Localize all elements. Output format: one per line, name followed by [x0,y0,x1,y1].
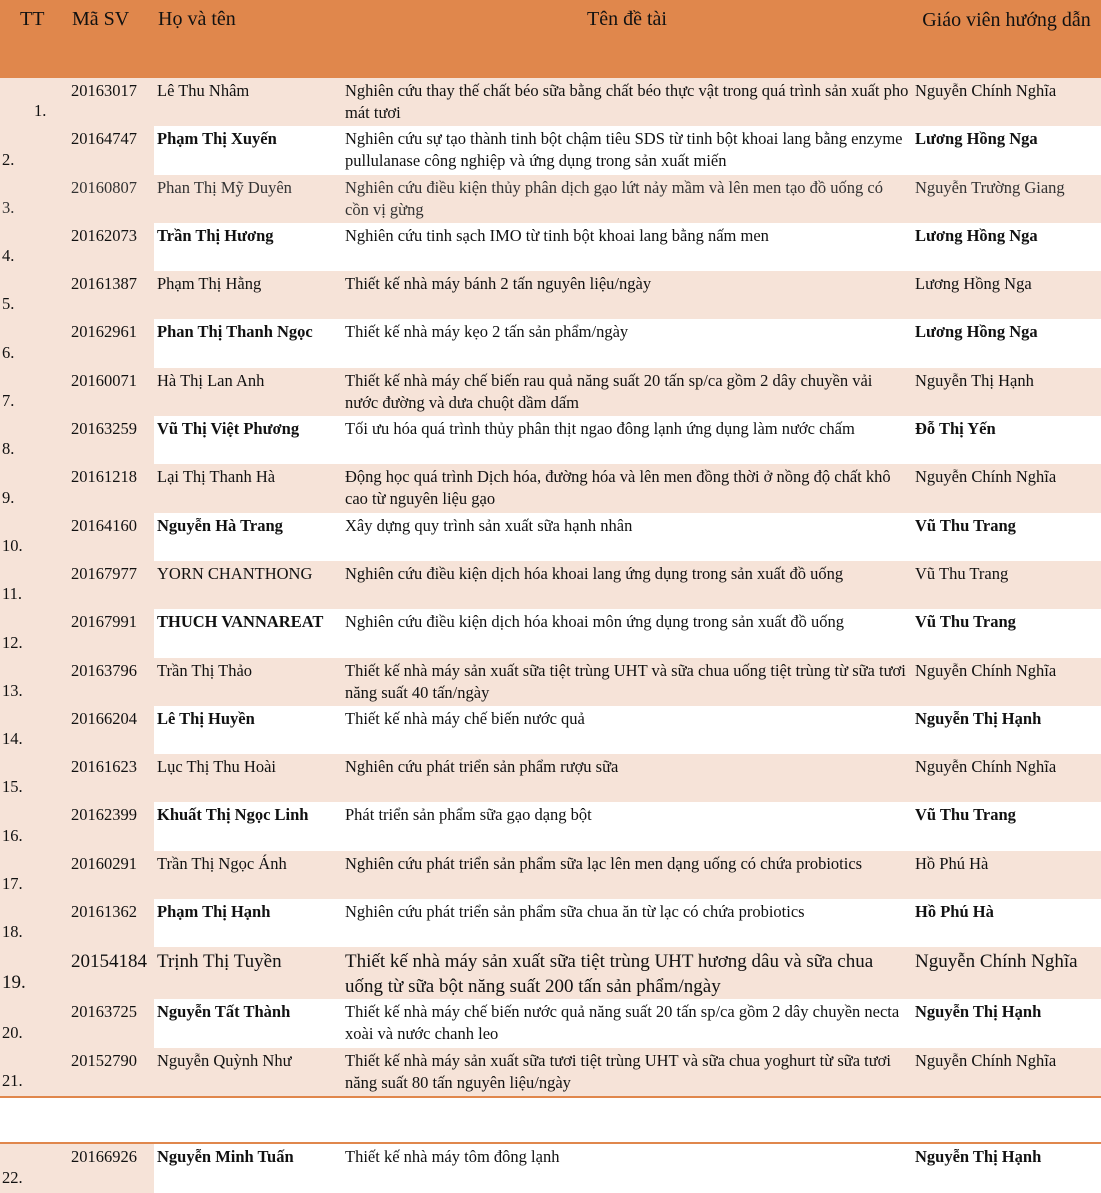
cell-ho-ten: Nguyễn Hà Trang [154,513,342,561]
cell-ho-ten: THUCH VANNAREAT [154,609,342,657]
cell-ho-ten: YORN CHANTHONG [154,561,342,609]
cell-ma-sv: 20162073 [68,223,154,271]
cell-giao-vien: Vũ Thu Trang [912,513,1101,561]
cell-ma-sv: 20167977 [68,561,154,609]
table-row [0,416,1101,464]
cell-giao-vien: Hồ Phú Hà [912,899,1101,947]
cell-giao-vien: Lương Hồng Nga [912,319,1101,367]
cell-de-tai: Thiết kế nhà máy chế biến rau quả năng suất 20 tấn sp/ca gồm 2 dây chuyền vải nước đường và dưa chuột dầm dấm [342,368,912,416]
cell-tt: 20. [0,999,68,1047]
cell-ho-ten: Phan Thị Mỹ Duyên [154,175,342,223]
cell-giao-vien: Nguyễn Chính Nghĩa [912,1048,1101,1096]
table-row [0,851,1101,899]
cell-ho-ten: Trần Thị Ngọc Ánh [154,851,342,899]
cell-tt: 9. [0,464,68,512]
cell-ma-sv: 20163796 [68,658,154,706]
cell-ma-sv: 20152790 [68,1048,154,1096]
cell-ho-ten: Hà Thị Lan Anh [154,368,342,416]
cell-giao-vien: Vũ Thu Trang [912,802,1101,850]
cell-giao-vien: Nguyễn Trường Giang [912,175,1101,223]
table-row [0,947,1101,999]
cell-ma-sv: 20154184 [68,947,154,999]
header-ho-ten: Họ và tên [154,0,342,78]
cell-ho-ten: Lê Thu Nhâm [154,78,342,126]
cell-ho-ten: Khuất Thị Ngọc Linh [154,802,342,850]
cell-tt: 10. [0,513,68,561]
cell-de-tai: Thiết kế nhà máy chế biến nước quả [342,706,912,754]
cell-ma-sv: 20162961 [68,319,154,367]
cell-giao-vien: Nguyễn Chính Nghĩa [912,754,1101,802]
cell-tt: 7. [0,368,68,416]
header-ten-de-tai: Tên đề tài [342,0,912,78]
header-giao-vien: Giáo viên hướng dẫn [912,0,1101,78]
cell-tt: 4. [0,223,68,271]
cell-giao-vien: Nguyễn Thị Hạnh [912,368,1101,416]
cell-de-tai: Thiết kế nhà máy bánh 2 tấn nguyên liệu/ngày [342,271,912,319]
row-separator [0,1096,1101,1144]
cell-ho-ten: Phạm Thị Hằng [154,271,342,319]
header-tt: TT [0,0,68,78]
cell-tt: 2. [0,126,68,174]
cell-de-tai: Nghiên cứu điều kiện dịch hóa khoai lang ứng dụng trong sản xuất đồ uống [342,561,912,609]
cell-giao-vien: Đỗ Thị Yến [912,416,1101,464]
cell-giao-vien: Vũ Thu Trang [912,609,1101,657]
cell-ma-sv: 20160807 [68,175,154,223]
cell-tt: 22. [0,1144,68,1192]
cell-giao-vien: Nguyễn Thị Hạnh [912,1144,1101,1192]
cell-ma-sv: 20166926 [68,1144,154,1192]
cell-de-tai: Nghiên cứu thay thế chất béo sữa bằng chất béo thực vật trong quá trình sản xuất pho mát tươi [342,78,912,126]
table-row [0,706,1101,754]
cell-ho-ten: Phạm Thị Hạnh [154,899,342,947]
cell-tt: 16. [0,802,68,850]
table-header-row [0,0,1101,78]
cell-tt: 6. [0,319,68,367]
cell-tt: 12. [0,609,68,657]
cell-ma-sv: 20164747 [68,126,154,174]
cell-de-tai: Động học quá trình Dịch hóa, đường hóa và lên men đồng thời ở nồng độ chất khô cao từ nguyên liệu gạo [342,464,912,512]
cell-ma-sv: 20162399 [68,802,154,850]
cell-ho-ten: Phạm Thị Xuyến [154,126,342,174]
cell-giao-vien: Nguyễn Thị Hạnh [912,706,1101,754]
cell-ma-sv: 20167991 [68,609,154,657]
table-row [0,223,1101,271]
cell-giao-vien: Lương Hồng Nga [912,223,1101,271]
cell-de-tai: Thiết kế nhà máy tôm đông lạnh [342,1144,912,1192]
cell-de-tai: Nghiên cứu phát triển sản phẩm sữa chua ăn từ lạc có chứa probiotics [342,899,912,947]
cell-ma-sv: 20161623 [68,754,154,802]
cell-ma-sv: 20161387 [68,271,154,319]
cell-tt: 14. [0,706,68,754]
separator-line [0,1096,1101,1144]
cell-ho-ten: Lục Thị Thu Hoài [154,754,342,802]
header-ma-sv: Mã SV [68,0,154,78]
cell-ho-ten: Phan Thị Thanh Ngọc [154,319,342,367]
cell-ma-sv: 20161218 [68,464,154,512]
cell-ma-sv: 20164160 [68,513,154,561]
cell-ma-sv: 20166204 [68,706,154,754]
cell-de-tai: Thiết kế nhà máy sản xuất sữa tươi tiệt trùng UHT và sữa chua yoghurt từ sữa tươi năng suất 80 tấn nguyên liệu/ngày [342,1048,912,1096]
cell-tt: 5. [0,271,68,319]
cell-de-tai: Thiết kế nhà máy chế biến nước quả năng suất 20 tấn sp/ca gồm 2 dây chuyền necta xoài và nước chanh leo [342,999,912,1047]
cell-ho-ten: Vũ Thị Việt Phương [154,416,342,464]
cell-de-tai: Nghiên cứu điều kiện dịch hóa khoai môn ứng dụng trong sản xuất đồ uống [342,609,912,657]
table-row [0,1144,1101,1192]
cell-giao-vien: Nguyễn Thị Hạnh [912,999,1101,1047]
table-row [0,175,1101,223]
cell-de-tai: Nghiên cứu điều kiện thủy phân dịch gạo lứt nảy mầm và lên men tạo đồ uống có cồn vị gừng [342,175,912,223]
table-row [0,78,1101,126]
cell-ma-sv: 20163017 [68,78,154,126]
table-row [0,126,1101,174]
cell-giao-vien: Nguyễn Chính Nghĩa [912,658,1101,706]
cell-de-tai: Nghiên cứu phát triển sản phẩm sữa lạc lên men dạng uống có chứa probiotics [342,851,912,899]
table-row [0,899,1101,947]
cell-giao-vien: Vũ Thu Trang [912,561,1101,609]
cell-tt: 21. [0,1048,68,1096]
cell-tt: 19. [0,947,68,999]
table-row [0,802,1101,850]
table-row [0,999,1101,1047]
cell-de-tai: Tối ưu hóa quá trình thủy phân thịt ngao đông lạnh ứng dụng làm nước chấm [342,416,912,464]
table-row [0,561,1101,609]
cell-ho-ten: Trần Thị Hương [154,223,342,271]
cell-tt: 18. [0,899,68,947]
cell-de-tai: Thiết kế nhà máy kẹo 2 tấn sản phẩm/ngày [342,319,912,367]
cell-ho-ten: Nguyễn Quỳnh Như [154,1048,342,1096]
cell-giao-vien: Lương Hồng Nga [912,126,1101,174]
cell-de-tai: Xây dựng quy trình sản xuất sữa hạnh nhân [342,513,912,561]
table-row [0,1048,1101,1096]
cell-ma-sv: 20160071 [68,368,154,416]
cell-ho-ten: Lê Thị Huyền [154,706,342,754]
cell-ho-ten: Nguyễn Tất Thành [154,999,342,1047]
cell-ma-sv: 20161362 [68,899,154,947]
table-row [0,513,1101,561]
cell-ma-sv: 20163725 [68,999,154,1047]
table-row [0,609,1101,657]
cell-tt: 8. [0,416,68,464]
cell-de-tai: Thiết kế nhà máy sản xuất sữa tiệt trùng UHT và sữa chua uống tiệt trùng từ sữa tươi năng suất 40 tấn/ngày [342,658,912,706]
cell-ho-ten: Trịnh Thị Tuyền [154,947,342,999]
cell-de-tai: Nghiên cứu tinh sạch IMO từ tinh bột khoai lang bằng nấm men [342,223,912,271]
cell-de-tai: Nghiên cứu phát triển sản phẩm rượu sữa [342,754,912,802]
cell-de-tai: Phát triển sản phẩm sữa gạo dạng bột [342,802,912,850]
table-row [0,319,1101,367]
cell-giao-vien: Hồ Phú Hà [912,851,1101,899]
table-row [0,754,1101,802]
cell-ho-ten: Lại Thị Thanh Hà [154,464,342,512]
cell-de-tai: Thiết kế nhà máy sản xuất sữa tiệt trùng UHT hương dâu và sữa chua uống từ sữa bột năng suất 200 tấn sản phẩm/ngày [342,947,912,999]
table-row [0,464,1101,512]
cell-ho-ten: Nguyễn Minh Tuấn [154,1144,342,1192]
cell-tt: 17. [0,851,68,899]
cell-tt: 3. [0,175,68,223]
cell-ma-sv: 20163259 [68,416,154,464]
cell-tt: 1. [0,78,68,126]
cell-tt: 11. [0,561,68,609]
cell-giao-vien: Nguyễn Chính Nghĩa [912,947,1101,999]
cell-de-tai: Nghiên cứu sự tạo thành tinh bột chậm tiêu SDS từ tinh bột khoai lang bằng enzyme pullulanase công nghiệp và ứng dụng trong sản xuất miến [342,126,912,174]
cell-tt: 15. [0,754,68,802]
table-row [0,368,1101,416]
cell-ho-ten: Trần Thị Thảo [154,658,342,706]
cell-giao-vien: Nguyễn Chính Nghĩa [912,78,1101,126]
table-row [0,271,1101,319]
cell-giao-vien: Nguyễn Chính Nghĩa [912,464,1101,512]
cell-ma-sv: 20160291 [68,851,154,899]
cell-giao-vien: Lương Hồng Nga [912,271,1101,319]
cell-tt: 13. [0,658,68,706]
table-row [0,658,1101,706]
